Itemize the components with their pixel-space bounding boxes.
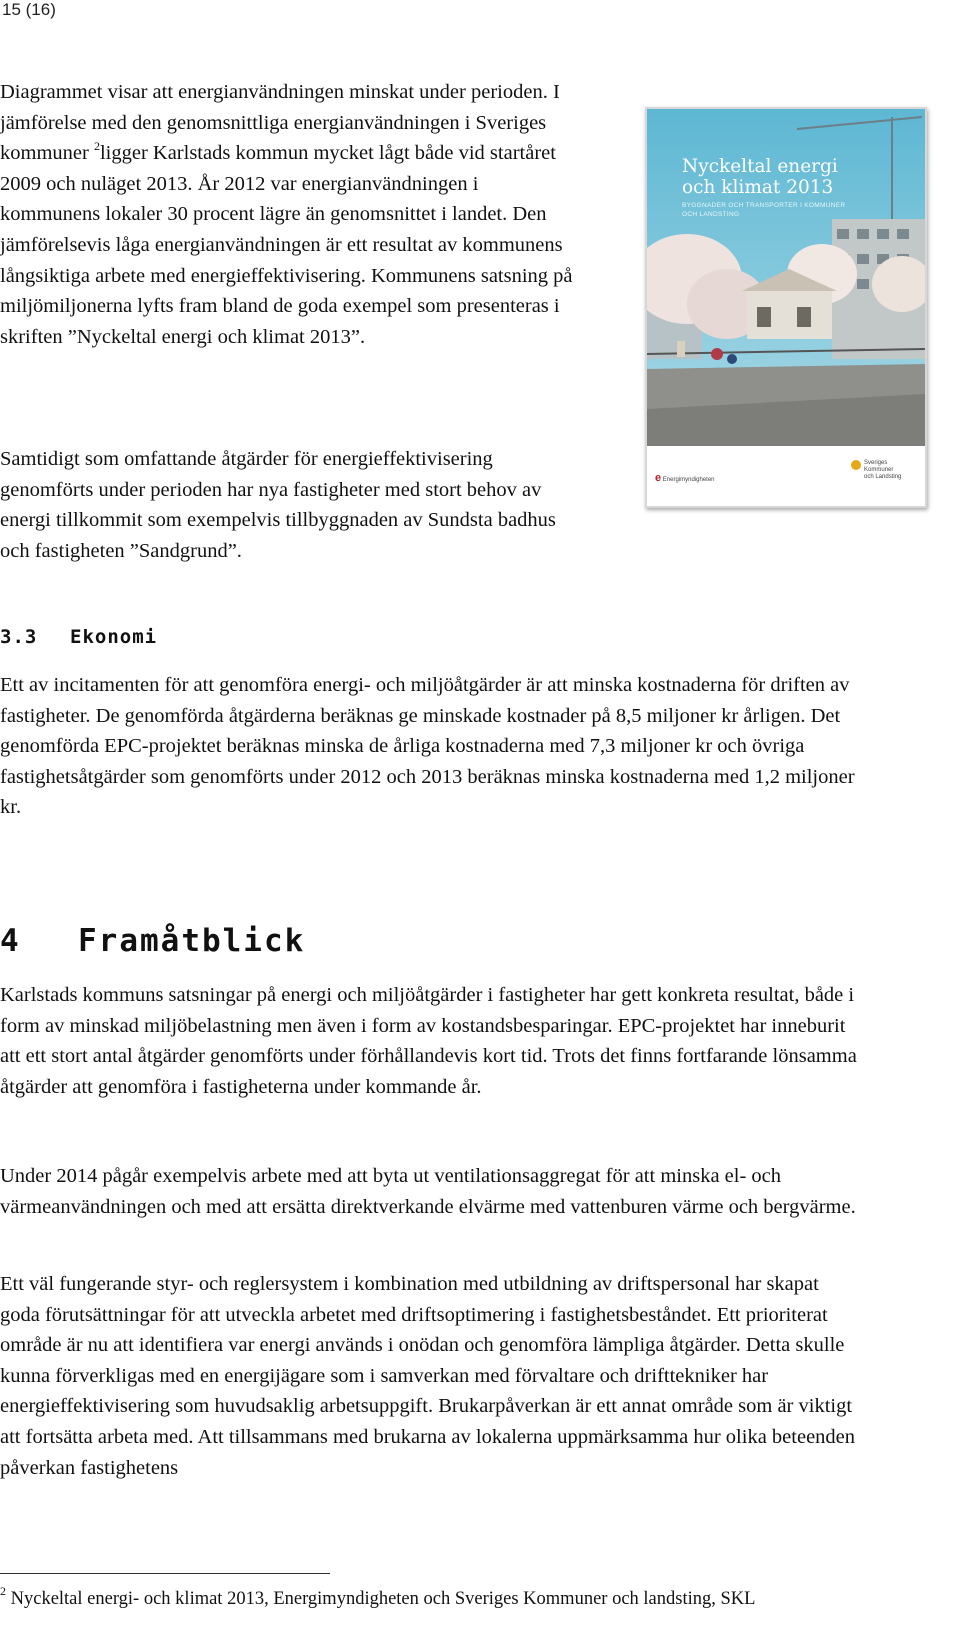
energimyndigheten-logo: e Energimyndigheten	[655, 472, 715, 484]
paragraph-text: Diagrammet visar att energianvändningen minskat under perioden. I jämförelse med den genomsnittliga energianvändningen i Sveriges kommuner	[0, 81, 560, 165]
paragraph-2014-work: Under 2014 pågår exempelvis arbete med att byta ut ventilationsaggregat för att minska el- och värmeanvändningen och med att ersätta direktverkande elvärme med vattenburen värme och bergvärme.	[0, 1165, 856, 1218]
section-heading-ekonomi	[0, 626, 157, 648]
footnote-text: Nyckeltal energi- och klimat 2013, Energimyndigheten och Sveriges Kommuner och landsting, SKL	[6, 1589, 756, 1609]
paragraph-control-systems: Ett väl fungerande styr- och reglersystem i kombination med utbildning av driftspersonal har skapat goda förutsättningar för att utveckla arbetet med driftsoptimering i fastighetsbeståndet. Ett prioriterat område är nu att identifiera var energi används i onödan och genomföra lämpliga åtgärder. Detta skulle kunna förverkligas med en energijägare som i samverkan med förvaltare och drifttekniker har energieffektivisering som huvudsaklig arbetsuppgift. Brukarpåverkan är ett annat område som är viktigt att fortsätta arbeta med. Att tillsammans med brukarna av lokalerna uppmärksamma hur olika beteenden påverkan fastighetens	[0, 1273, 856, 1479]
footnote	[0, 1586, 860, 1613]
chapter-heading-framatblick	[0, 923, 305, 959]
logo-text: och Landsting	[864, 474, 902, 480]
cover-subtitle-line: OCH LANDSTING	[682, 211, 740, 218]
chapter-number: 4	[0, 923, 21, 959]
logo-text: Energimyndigheten	[662, 477, 715, 483]
report-cover-image	[645, 107, 927, 508]
cover-footer	[647, 446, 925, 506]
paragraph-results: Karlstads kommuns satsningar på energi och miljöåtgärder i fastigheter har gett konkreta resultat, både i form av minskad miljöbelastning men även i form av kostandsbesparingar. EPC-projektet har inneburit att ett stort antal åtgärder genomförts under förhållandevis kort tid. Trots det finns fortfarande lönsamma åtgärder att genomföra i fastigheterna under kommande år.	[0, 984, 857, 1098]
skl-logo	[851, 460, 913, 481]
section-number: 3.3	[0, 626, 38, 648]
section-title: Ekonomi	[70, 626, 158, 648]
logo-text: Sveriges	[864, 460, 888, 466]
cover-subtitle-line: BYGGNADER OCH TRANSPORTER I KOMMUNER	[682, 202, 846, 209]
paragraph-costs: Ett av incitamenten för att genomföra energi- och miljöåtgärder är att minska kostnaderna för driften av fastigheter. De genomförda åtgärderna beräknas ge minskade kostnader på 8,5 miljoner kr årligen. Det genomförda EPC-projektet beräknas minska de årliga kostnaderna med 7,3 miljoner kr och övriga fastighetsåtgärder som genomförts under 2012 och 2013 beräknas minska kostnaderna med 1,2 miljoner kr.	[0, 674, 855, 819]
cover-title-line: Nyckeltal energi	[682, 156, 838, 177]
chapter-title: Framåtblick	[78, 923, 306, 959]
paragraph-text: ligger Karlstads kommun mycket lågt både vid startåret 2009 och nuläget 2013. År 2012 var energianvändningen i kommunens lokaler 30 procent lägre än genomsnittet i landet. Den jämförelsevis låga energianvändningen är ett resultat av kommunens långsiktiga arbete med energieffektivisering. Kommunens satsning på miljömiljonerna lyfts fram bland de goda exempel som presenteras i skriften ”Nyckeltal energi och klimat 2013”.	[0, 142, 573, 348]
cover-title	[682, 156, 838, 198]
paragraph-new-buildings: Samtidigt som omfattande åtgärder för energieffektivisering genomförts under perioden har nya fastigheter med stort behov av energi tillkommit som exempelvis tillbyggnaden av Sundsta badhus och fastigheten ”Sandgrund”.	[0, 448, 556, 562]
cover-title-line: och klimat 2013	[682, 177, 834, 198]
skl-logo-mark-icon	[851, 460, 861, 470]
page-number: 15 (16)	[2, 0, 56, 19]
footnote-number: 2	[0, 1584, 6, 1598]
paragraph-energy-comparison	[0, 77, 575, 352]
cover-subtitle	[682, 201, 845, 219]
footnote-reference: 2	[93, 139, 100, 154]
footnote-divider	[0, 1573, 330, 1574]
logo-text: Kommuner	[864, 467, 894, 473]
